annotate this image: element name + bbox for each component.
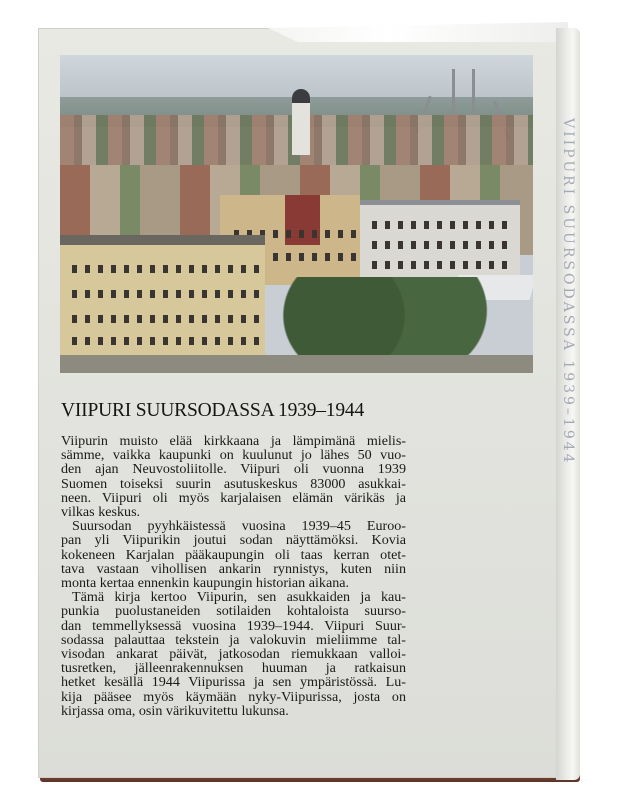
text-line: sämme, vaikka kaupunki on kuulunut jo lähes 50 vuo- — [61, 447, 406, 464]
blurb-text — [61, 434, 406, 718]
window-row — [364, 261, 514, 269]
text-line: kija pääsee myös käymään nyky-Viipurissa, josta on — [61, 688, 406, 705]
spine-title: VIIPURI SUURSODASSA 1939–1944 — [560, 118, 576, 466]
text-line: pan yli Viipurikin joutui sodan näyttämöksi. Kovia — [61, 532, 406, 549]
text-line: den ajan Neuvostoliitolle. Viipuri oli vuonna 1939 — [61, 461, 406, 478]
window-row — [64, 290, 259, 298]
window-row — [64, 265, 259, 273]
text-line: dan temmellyksessä vuosina 1939–1944. Viipuri Suur- — [61, 617, 406, 634]
torn-jacket-edge — [268, 22, 568, 42]
clock-tower — [292, 95, 310, 155]
blurb-paragraph-1 — [61, 434, 406, 519]
road — [60, 355, 533, 373]
text-line: monta kertaa ennenkin kaupungin historian aikana. — [61, 575, 350, 592]
blurb-paragraph-3 — [61, 590, 406, 718]
window-row — [364, 241, 514, 249]
cover-photo-viipuri — [60, 55, 533, 373]
window-row — [64, 337, 259, 345]
text-line: Viipurin muisto elää kirkkaana ja lämpimänä mielis- — [61, 433, 406, 449]
harbour-crane — [472, 69, 475, 119]
dust-jacket — [38, 28, 558, 778]
text-line: tava vastaan vihollisen ankarin rynnistys, kuten niin — [61, 560, 406, 577]
text-line: neen. Viipuri oli myös karjalaisen elämän värikäs ja — [61, 489, 406, 506]
text-line: sodassa palauttaa tekstein ja valokuvin mieliimme tal- — [61, 631, 406, 648]
text-line: Suursodan pyyhkäistessä vuosina 1939–45 Euroo- — [72, 518, 406, 535]
text-line: kirjassa oma, osin värikuvitettu lukunsa. — [61, 702, 289, 719]
clock-tower-dome — [292, 89, 310, 103]
text-line: Tämä kirja kertoo Viipurin, sen asukkaiden ja kau- — [72, 589, 406, 606]
text-line: punkia puolustaneiden sotilaiden kohtaloista suurso- — [61, 603, 406, 620]
text-line: Suomen toiseksi suurin asutuskeskus 83000 asukkai- — [61, 475, 406, 492]
text-line: visodan ankarat päivät, jatkosodan riemukkaan valloi- — [61, 646, 406, 663]
text-line: hetket kesällä 1944 Viipurissa ja sen ympäristössä. Lu- — [61, 674, 406, 691]
blurb-paragraph-2 — [61, 519, 406, 590]
book-back-cover — [38, 28, 578, 780]
harbour-crane — [452, 69, 455, 119]
text-line: kokeneen Karjalan pääkaupungin oli taas kerran otet- — [61, 546, 406, 563]
text-line: tusretken, jälleenrakennuksen huuman ja ratkaisun — [61, 660, 406, 677]
window-row — [64, 315, 259, 323]
book-title: VIIPURI SUURSODASSA 1939–1944 — [61, 400, 365, 421]
text-line: vilkas keskus. — [61, 504, 141, 521]
window-row — [364, 221, 514, 229]
